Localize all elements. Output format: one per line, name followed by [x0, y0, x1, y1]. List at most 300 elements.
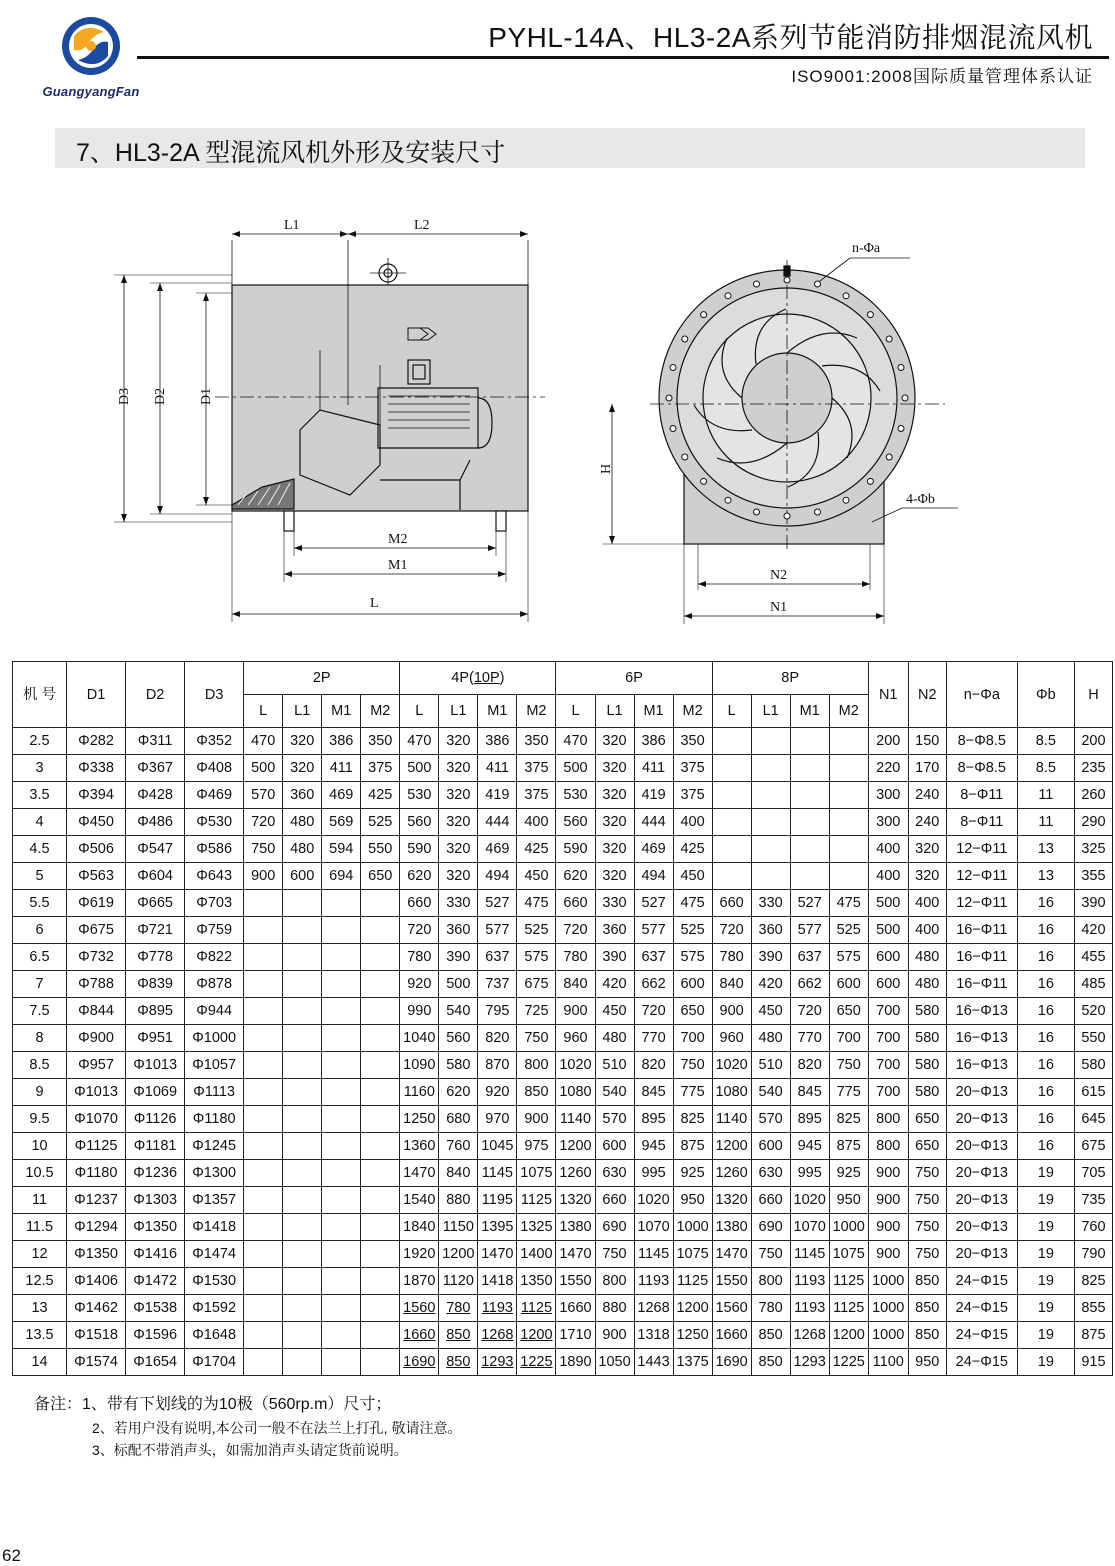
sub-header-cell: M2: [361, 695, 400, 728]
sub-header-cell: L1: [283, 695, 322, 728]
table-cell: 970: [478, 1106, 517, 1133]
table-cell: 700: [868, 1025, 908, 1052]
note-1: 备注：1、带有下划线的为10极（560rp.m）尺寸；: [34, 1396, 392, 1413]
table-cell: Φ586: [185, 836, 244, 863]
table-cell: [361, 1052, 400, 1079]
table-cell: [361, 1268, 400, 1295]
table-cell: [244, 944, 283, 971]
table-cell: 920: [478, 1079, 517, 1106]
label-L2: L2: [414, 218, 430, 233]
table-row: [13, 998, 1113, 1025]
table-cell: [361, 1349, 400, 1376]
table-cell: Φ1357: [185, 1187, 244, 1214]
table-cell: 425: [673, 836, 712, 863]
table-cell: 7: [13, 971, 67, 998]
bolt-hole: [666, 395, 672, 401]
table-cell: 775: [829, 1079, 868, 1106]
table-cell: 895: [790, 1106, 829, 1133]
table-cell: [361, 944, 400, 971]
table-cell: 1200: [439, 1241, 478, 1268]
table-cell: 13: [1017, 836, 1074, 863]
label-H: H: [599, 463, 614, 474]
table-cell: Φ450: [67, 809, 126, 836]
table-cell: Φ1236: [126, 1160, 185, 1187]
table-cell: 200: [1074, 728, 1112, 755]
table-cell: 925: [673, 1160, 712, 1187]
table-cell: 16−Φ13: [946, 998, 1017, 1025]
table-cell: 240: [908, 782, 946, 809]
table-cell: 880: [439, 1187, 478, 1214]
table-cell: 560: [556, 809, 595, 836]
table-cell: [283, 1133, 322, 1160]
table-cell: [751, 863, 790, 890]
table-cell: Φ1418: [185, 1214, 244, 1241]
table-cell: 8.5: [13, 1052, 67, 1079]
table-row: [13, 863, 1113, 890]
table-cell: 600: [868, 971, 908, 998]
table-row: [13, 728, 1113, 755]
table-cell: 825: [1074, 1268, 1112, 1295]
table-cell: [322, 1349, 361, 1376]
table-cell: [361, 890, 400, 917]
table-cell: 1320: [712, 1187, 751, 1214]
table-cell: 450: [517, 863, 556, 890]
table-cell: 425: [361, 782, 400, 809]
table-cell: 580: [908, 1052, 946, 1079]
table-cell: 320: [439, 782, 478, 809]
table-cell: 760: [439, 1133, 478, 1160]
table-cell: Φ900: [67, 1025, 126, 1052]
table-cell: [322, 1295, 361, 1322]
table-cell: 200: [868, 728, 908, 755]
bolt-hole: [886, 336, 892, 342]
table-row: [13, 1133, 1113, 1160]
header-h: H: [1074, 662, 1112, 728]
table-cell: [829, 728, 868, 755]
table-cell: 850: [751, 1349, 790, 1376]
table-cell: 1400: [517, 1241, 556, 1268]
table-cell: 1193: [790, 1268, 829, 1295]
table-cell: 330: [751, 890, 790, 917]
table-cell: 8−Φ8.5: [946, 755, 1017, 782]
table-cell: 895: [634, 1106, 673, 1133]
table-cell: 650: [361, 863, 400, 890]
table-cell: [712, 728, 751, 755]
table-cell: 419: [634, 782, 673, 809]
fan-dimension-drawing: [0, 190, 1115, 650]
table-cell: 510: [751, 1052, 790, 1079]
table-cell: 475: [673, 890, 712, 917]
table-cell: 1140: [712, 1106, 751, 1133]
table-cell: 960: [556, 1025, 595, 1052]
sub-header-cell: M1: [478, 695, 517, 728]
table-cell: 790: [1074, 1241, 1112, 1268]
table-cell: [244, 917, 283, 944]
table-cell: 4.5: [13, 836, 67, 863]
table-cell: 1318: [634, 1322, 673, 1349]
bolt-hole: [867, 478, 873, 484]
table-row: [13, 1268, 1113, 1295]
table-cell: 444: [478, 809, 517, 836]
table-cell: 1140: [556, 1106, 595, 1133]
table-cell: 10: [13, 1133, 67, 1160]
table-cell: 1890: [556, 1349, 595, 1376]
table-cell: 575: [673, 944, 712, 971]
sub-header-cell: M2: [829, 695, 868, 728]
table-cell: Φ703: [185, 890, 244, 917]
table-cell: 580: [1074, 1052, 1112, 1079]
table-cell: 16−Φ11: [946, 917, 1017, 944]
table-cell: 1125: [517, 1295, 556, 1322]
table-cell: 500: [556, 755, 595, 782]
table-cell: Φ1013: [126, 1052, 185, 1079]
table-cell: 660: [712, 890, 751, 917]
table-cell: 737: [478, 971, 517, 998]
table-row: [13, 1025, 1113, 1052]
table-cell: 540: [439, 998, 478, 1025]
table-cell: Φ788: [67, 971, 126, 998]
table-cell: 660: [400, 890, 439, 917]
table-cell: 300: [868, 809, 908, 836]
table-cell: 1560: [712, 1295, 751, 1322]
label-N2: N2: [770, 568, 788, 583]
table-cell: 900: [517, 1106, 556, 1133]
table-cell: 1125: [829, 1268, 868, 1295]
table-cell: 1000: [868, 1322, 908, 1349]
sub-header-cell: L1: [439, 695, 478, 728]
table-cell: 425: [517, 836, 556, 863]
table-cell: [322, 1268, 361, 1295]
table-cell: 290: [1074, 809, 1112, 836]
company-logo: [26, 14, 156, 104]
table-cell: [322, 890, 361, 917]
table-cell: [283, 1025, 322, 1052]
table-cell: Φ1654: [126, 1349, 185, 1376]
table-cell: 10.5: [13, 1160, 67, 1187]
table-cell: 735: [1074, 1187, 1112, 1214]
table-cell: 24−Φ15: [946, 1268, 1017, 1295]
table-cell: 900: [868, 1160, 908, 1187]
label-M1: M1: [388, 558, 408, 573]
table-cell: 590: [400, 836, 439, 863]
table-cell: 360: [595, 917, 634, 944]
table-cell: 470: [556, 728, 595, 755]
table-cell: Φ408: [185, 755, 244, 782]
table-row: [13, 1187, 1113, 1214]
table-cell: 850: [751, 1322, 790, 1349]
table-cell: 20−Φ13: [946, 1133, 1017, 1160]
table-cell: 1120: [439, 1268, 478, 1295]
table-cell: 1200: [829, 1322, 868, 1349]
table-cell: 24−Φ15: [946, 1349, 1017, 1376]
table-cell: 390: [595, 944, 634, 971]
bolt-hole: [725, 497, 731, 503]
table-cell: 750: [908, 1241, 946, 1268]
table-cell: 875: [1074, 1322, 1112, 1349]
table-row: [13, 755, 1113, 782]
table-cell: 150: [908, 728, 946, 755]
table-cell: 1070: [634, 1214, 673, 1241]
table-cell: Φ1000: [185, 1025, 244, 1052]
table-cell: 13: [1017, 863, 1074, 890]
table-cell: 12: [13, 1241, 67, 1268]
header-4p: [400, 662, 556, 695]
table-cell: 900: [868, 1187, 908, 1214]
table-cell: Φ957: [67, 1052, 126, 1079]
table-cell: Φ895: [126, 998, 185, 1025]
table-cell: Φ1180: [185, 1106, 244, 1133]
table-cell: [790, 782, 829, 809]
table-cell: 7.5: [13, 998, 67, 1025]
table-cell: [283, 1106, 322, 1133]
table-cell: Φ486: [126, 809, 185, 836]
sub-header-cell: M2: [673, 695, 712, 728]
table-cell: [244, 1268, 283, 1295]
table-row: [13, 1349, 1113, 1376]
table-cell: 480: [283, 809, 322, 836]
table-cell: 11.5: [13, 1214, 67, 1241]
table-cell: 560: [439, 1025, 478, 1052]
table-cell: Φ1704: [185, 1349, 244, 1376]
table-cell: 800: [868, 1106, 908, 1133]
table-cell: 19: [1017, 1268, 1074, 1295]
table-cell: 720: [400, 917, 439, 944]
table-cell: 1268: [634, 1295, 673, 1322]
table-cell: 577: [790, 917, 829, 944]
table-cell: 1380: [556, 1214, 595, 1241]
table-cell: 320: [595, 863, 634, 890]
table-cell: 525: [829, 917, 868, 944]
table-cell: 480: [595, 1025, 634, 1052]
table-cell: 600: [595, 1133, 634, 1160]
table-cell: Φ530: [185, 809, 244, 836]
certification-text: ISO9001:2008国际质量管理体系认证: [791, 67, 1093, 86]
table-cell: [322, 1187, 361, 1214]
table-cell: 650: [673, 998, 712, 1025]
table-cell: 19: [1017, 1241, 1074, 1268]
table-cell: 825: [673, 1106, 712, 1133]
table-cell: 600: [283, 863, 322, 890]
table-cell: 1690: [712, 1349, 751, 1376]
table-cell: Φ1125: [67, 1133, 126, 1160]
table-cell: [712, 755, 751, 782]
table-cell: Φ604: [126, 863, 185, 890]
table-cell: 1920: [400, 1241, 439, 1268]
table-cell: [283, 1268, 322, 1295]
table-cell: Φ469: [185, 782, 244, 809]
table-cell: [244, 1133, 283, 1160]
table-cell: 1443: [634, 1349, 673, 1376]
table-cell: Φ1462: [67, 1295, 126, 1322]
table-cell: 570: [751, 1106, 790, 1133]
table-cell: 750: [751, 1241, 790, 1268]
table-cell: 780: [712, 944, 751, 971]
table-cell: [790, 809, 829, 836]
table-cell: 20−Φ13: [946, 1160, 1017, 1187]
table-cell: 577: [634, 917, 673, 944]
table-cell: 320: [439, 755, 478, 782]
table-cell: 780: [556, 944, 595, 971]
header-n-phi-a: n−Φa: [946, 662, 1017, 728]
table-cell: 1360: [400, 1133, 439, 1160]
table-cell: 411: [478, 755, 517, 782]
table-cell: Φ547: [126, 836, 185, 863]
table-cell: 386: [634, 728, 673, 755]
label-D1: D1: [199, 387, 214, 405]
table-cell: 800: [751, 1268, 790, 1295]
table-cell: [361, 998, 400, 1025]
table-cell: 1250: [673, 1322, 712, 1349]
table-cell: 1145: [634, 1241, 673, 1268]
table-cell: 750: [908, 1214, 946, 1241]
table-cell: 1710: [556, 1322, 595, 1349]
bolt-hole: [725, 293, 731, 299]
header-8p: 8P: [712, 662, 868, 695]
table-cell: 1200: [712, 1133, 751, 1160]
bolt-hole: [670, 426, 676, 432]
table-cell: 320: [439, 728, 478, 755]
table-cell: 16: [1017, 944, 1074, 971]
label-L1: L1: [284, 218, 300, 233]
table-cell: 1145: [478, 1160, 517, 1187]
table-cell: 570: [244, 782, 283, 809]
bolt-hole: [886, 454, 892, 460]
table-cell: [283, 944, 322, 971]
table-cell: [361, 917, 400, 944]
table-cell: 11: [13, 1187, 67, 1214]
table-cell: [790, 863, 829, 890]
header-6p: 6P: [556, 662, 712, 695]
table-cell: 320: [595, 782, 634, 809]
bolt-hole: [902, 395, 908, 401]
table-row: [13, 1322, 1113, 1349]
table-cell: [283, 1295, 322, 1322]
table-cell: 1000: [868, 1295, 908, 1322]
table-cell: 419: [478, 782, 517, 809]
table-cell: [751, 809, 790, 836]
table-cell: 16: [1017, 998, 1074, 1025]
table-cell: Φ878: [185, 971, 244, 998]
table-cell: Φ721: [126, 917, 185, 944]
table-cell: [361, 1214, 400, 1241]
table-cell: 444: [634, 809, 673, 836]
table-cell: 400: [517, 809, 556, 836]
table-cell: 750: [595, 1241, 634, 1268]
table-cell: 1380: [712, 1214, 751, 1241]
table-cell: Φ282: [67, 728, 126, 755]
table-cell: 720: [634, 998, 673, 1025]
table-cell: 20−Φ13: [946, 1187, 1017, 1214]
table-cell: [361, 1160, 400, 1187]
table-cell: Φ1538: [126, 1295, 185, 1322]
table-cell: [712, 863, 751, 890]
table-cell: [244, 1052, 283, 1079]
table-cell: [283, 971, 322, 998]
table-cell: 580: [439, 1052, 478, 1079]
table-cell: 620: [400, 863, 439, 890]
bolt-hole: [701, 312, 707, 318]
table-cell: Φ778: [126, 944, 185, 971]
table-cell: 20−Φ13: [946, 1241, 1017, 1268]
table-cell: 700: [868, 998, 908, 1025]
table-cell: 577: [478, 917, 517, 944]
table-cell: 675: [1074, 1133, 1112, 1160]
table-cell: 1125: [517, 1187, 556, 1214]
table-cell: 1840: [400, 1214, 439, 1241]
table-cell: 469: [634, 836, 673, 863]
table-cell: 16: [1017, 917, 1074, 944]
table-cell: 320: [595, 728, 634, 755]
table-cell: 320: [283, 755, 322, 782]
table-cell: 450: [751, 998, 790, 1025]
table-cell: 950: [829, 1187, 868, 1214]
table-cell: 16: [1017, 1133, 1074, 1160]
table-cell: 820: [790, 1052, 829, 1079]
header-10p: 10P: [473, 670, 500, 686]
table-cell: 1145: [790, 1241, 829, 1268]
table-cell: [751, 782, 790, 809]
table-cell: 600: [751, 1133, 790, 1160]
table-cell: 950: [908, 1349, 946, 1376]
table-cell: 20−Φ13: [946, 1079, 1017, 1106]
table-cell: 20−Φ13: [946, 1214, 1017, 1241]
table-cell: 580: [908, 1025, 946, 1052]
table-cell: Φ1592: [185, 1295, 244, 1322]
table-cell: 14: [13, 1349, 67, 1376]
label-N1: N1: [770, 600, 788, 615]
table-cell: 1020: [556, 1052, 595, 1079]
note-3: 3、标配不带消声头，如需加消声头请定货前说明。: [92, 1442, 408, 1458]
header-2p: 2P: [244, 662, 400, 695]
page-title: PYHL-14A、HL3-2A系列节能消防排烟混流风机: [488, 22, 1093, 53]
table-cell: 320: [908, 863, 946, 890]
table-cell: Φ1474: [185, 1241, 244, 1268]
bolt-hole: [682, 454, 688, 460]
table-cell: [361, 971, 400, 998]
table-cell: 900: [712, 998, 751, 1025]
table-cell: [361, 1079, 400, 1106]
table-cell: 527: [790, 890, 829, 917]
table-cell: 600: [829, 971, 868, 998]
sub-header-cell: M1: [790, 695, 829, 728]
table-cell: 12−Φ11: [946, 863, 1017, 890]
table-cell: 480: [751, 1025, 790, 1052]
table-cell: 720: [712, 917, 751, 944]
table-cell: 455: [1074, 944, 1112, 971]
table-cell: 550: [361, 836, 400, 863]
table-cell: [712, 782, 751, 809]
table-cell: 850: [908, 1268, 946, 1295]
table-cell: 637: [478, 944, 517, 971]
table-cell: 19: [1017, 1295, 1074, 1322]
table-cell: Φ1113: [185, 1079, 244, 1106]
header-4p-suffix: ): [499, 670, 505, 686]
table-cell: 375: [517, 782, 556, 809]
table-cell: 1470: [400, 1160, 439, 1187]
bolt-hole: [898, 365, 904, 371]
table-cell: 1293: [790, 1349, 829, 1376]
table-cell: 8−Φ11: [946, 809, 1017, 836]
table-cell: [244, 1241, 283, 1268]
table-cell: 390: [1074, 890, 1112, 917]
table-cell: 8−Φ8.5: [946, 728, 1017, 755]
table-cell: [283, 917, 322, 944]
table-cell: 475: [829, 890, 868, 917]
table-cell: Φ839: [126, 971, 185, 998]
table-cell: 527: [478, 890, 517, 917]
table-cell: 1293: [478, 1349, 517, 1376]
table-cell: 990: [400, 998, 439, 1025]
